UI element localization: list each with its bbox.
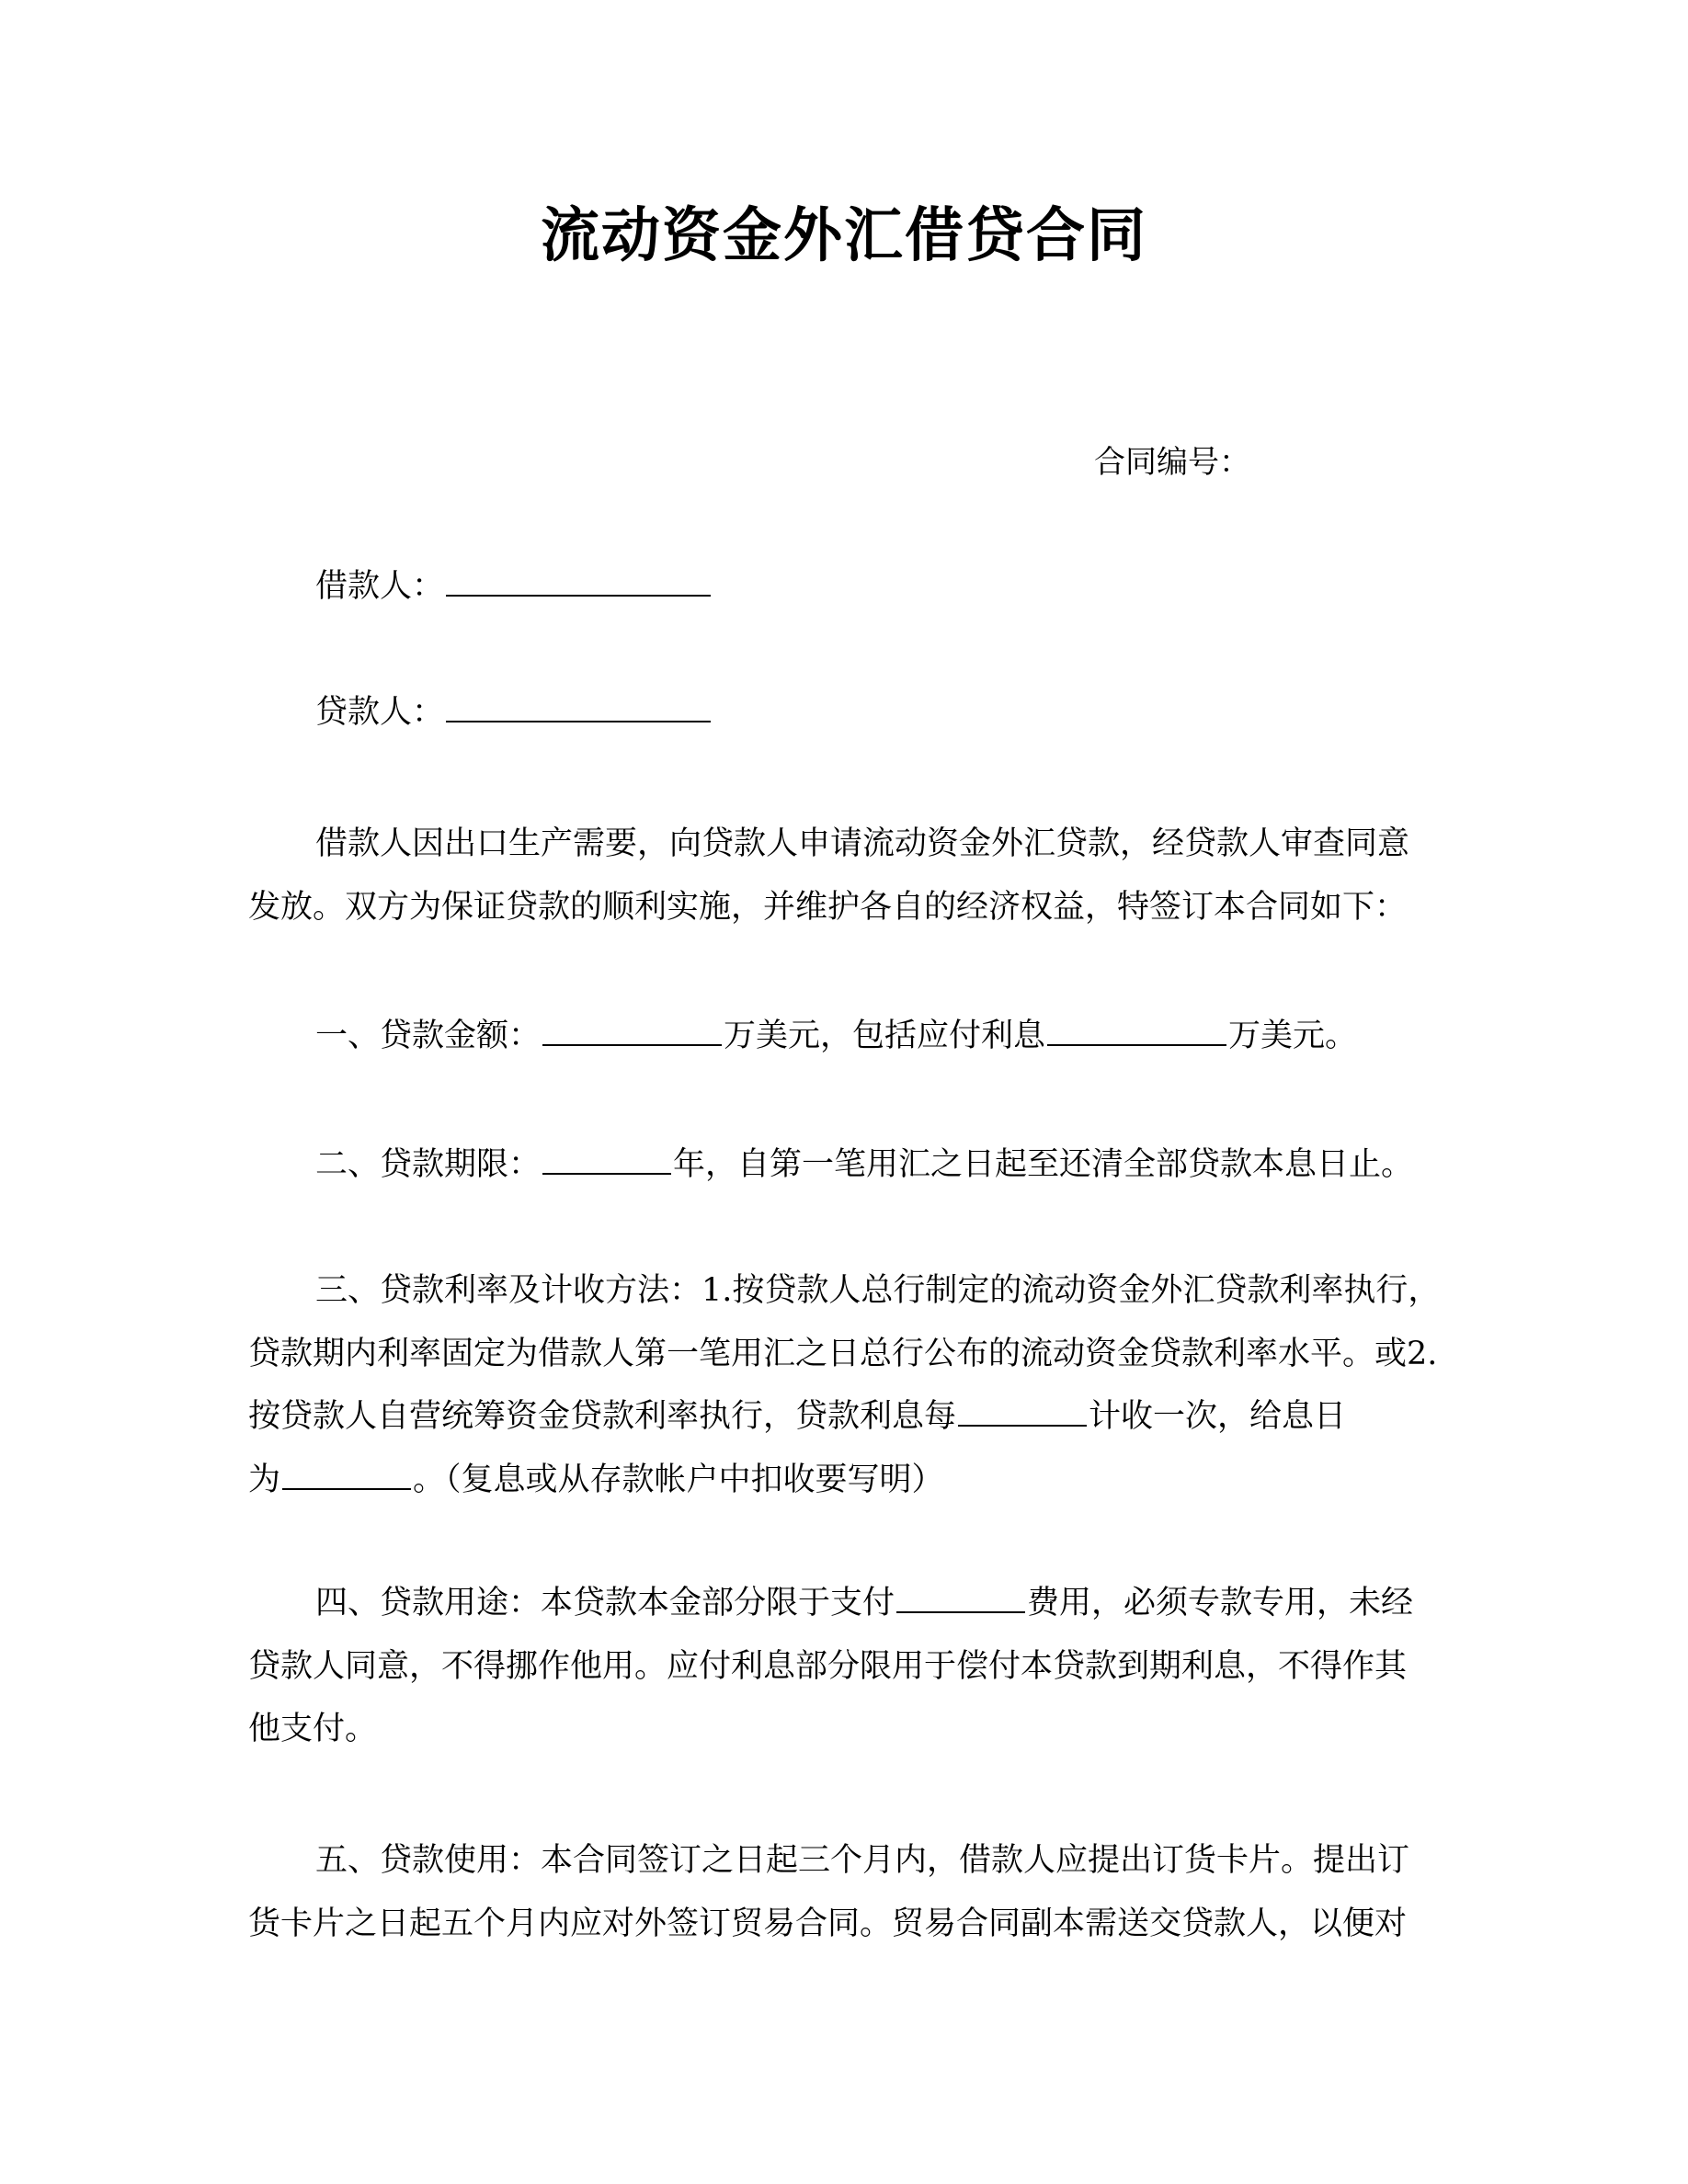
clause-3-line-1: 三、贷款利率及计收方法：1.按贷款人总行制定的流动资金外汇贷款利率执行， (315, 1272, 1441, 1309)
clause-1-line (248, 1005, 1436, 1068)
clause-5 (248, 1829, 1436, 1955)
clause-1-suffix: 万美元。 (1228, 1018, 1358, 1054)
clause-1 (248, 1005, 1436, 1068)
clause-3-line-4 (248, 1449, 1436, 1512)
clause-2 (248, 1133, 1436, 1197)
clause-4-line-1 (248, 1572, 1436, 1635)
clause-3-line-4-suffix: 。（复息或从存款帐户中扣收要写明） (413, 1461, 944, 1498)
clause-3 (248, 1259, 1441, 1511)
loan-amount-blank[interactable] (542, 1012, 722, 1046)
lender-blank[interactable] (446, 688, 711, 722)
clause-2-line (248, 1133, 1436, 1197)
lender-line (315, 688, 713, 735)
loan-term-blank[interactable] (542, 1141, 671, 1175)
interest-period-blank[interactable] (958, 1393, 1087, 1427)
clause-4-line-1-suffix: 费用，必须专款专用，未经 (1027, 1585, 1414, 1621)
intro-line-2: 发放。双方为保证贷款的顺利实施，并维护各自的经济权益，特签订本合同如下： (248, 888, 1408, 926)
clause-4-line-3: 他支付。 (248, 1711, 378, 1747)
borrower-line (315, 563, 713, 609)
clause-3-line-3-prefix: 按贷款人自营统筹资金贷款利率执行，贷款利息每 (248, 1398, 957, 1435)
clause-3-line-3-suffix: 计收一次，给息日 (1089, 1398, 1347, 1435)
clause-1-mid: 万美元，包括应付利息 (724, 1018, 1046, 1054)
clause-5-line-2: 货卡片之日起五个月内应对外签订贸易合同。贸易合同副本需送交贷款人，以便对 (248, 1905, 1408, 1942)
clause-5-line-1: 五、贷款使用：本合同签订之日起三个月内，借款人应提出订货卡片。提出订 (315, 1842, 1410, 1879)
interest-amount-blank[interactable] (1047, 1012, 1226, 1046)
document-title: 流动资金外汇借贷合同 (541, 202, 1147, 270)
clause-3-line-2: 贷款期内利率固定为借款人第一笔用汇之日总行公布的流动资金贷款利率水平。或2. (248, 1335, 1438, 1372)
lender-label: 贷款人： (315, 694, 445, 731)
clause-4-line-1-prefix: 四、贷款用途：本贷款本金部分限于支付 (315, 1585, 895, 1621)
contract-number-label: 合同编号： (1094, 444, 1250, 481)
expense-type-blank[interactable] (896, 1579, 1025, 1613)
clause-4 (248, 1572, 1436, 1761)
clause-3-line-4-prefix: 为 (248, 1461, 281, 1498)
interest-date-blank[interactable] (282, 1456, 411, 1490)
clause-1-prefix: 一、贷款金额： (315, 1018, 542, 1054)
clause-4-line-2: 贷款人同意，不得挪作他用。应付利息部分限用于偿付本贷款到期利息，不得作其 (248, 1647, 1408, 1685)
clause-3-line-3 (248, 1385, 1436, 1449)
clause-2-suffix: 年，自第一笔用汇之日起至还清全部贷款本息日止。 (673, 1146, 1414, 1183)
borrower-label: 借款人： (315, 568, 445, 605)
intro-paragraph (248, 813, 1436, 938)
intro-line-1: 借款人因出口生产需要，向贷款人申请流动资金外汇贷款，经贷款人审查同意 (315, 825, 1410, 862)
borrower-blank[interactable] (446, 563, 711, 597)
clause-2-prefix: 二、贷款期限： (315, 1146, 542, 1183)
